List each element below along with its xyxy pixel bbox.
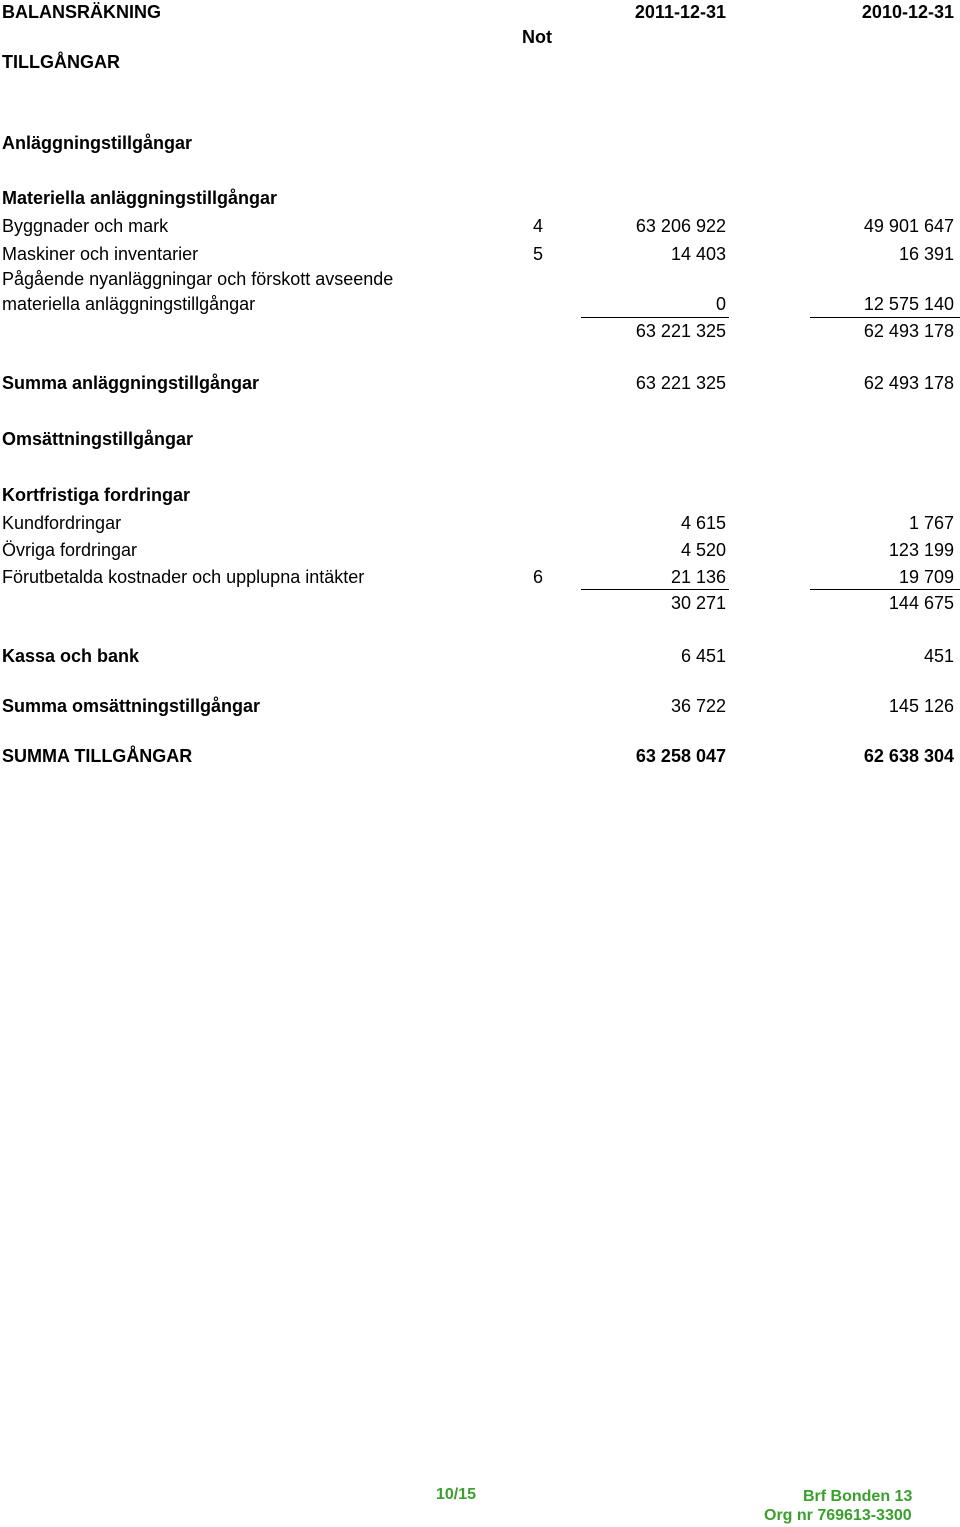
- page-number: 10/15: [436, 1486, 477, 1503]
- row-label-accounts-receivable: Kundfordringar: [2, 513, 122, 533]
- sum-value-2011-fixed-assets: 63 221 325: [635, 373, 726, 393]
- row-value-2010-other-receivables: 123 199: [888, 540, 954, 560]
- row-value-2011-accounts-receivable: 4 615: [680, 513, 726, 533]
- row-value-2010-machinery: 16 391: [898, 244, 954, 264]
- row-value-2011-cash-and-bank: 6 451: [680, 646, 726, 666]
- subtotal-value-2010-receivables: 144 675: [888, 593, 954, 613]
- row-note-prepaid-expenses: 6: [533, 567, 544, 587]
- row-label-prepaid-expenses: Förutbetalda kostnader och upplupna intäkter: [2, 567, 365, 587]
- row-value-2010-prepaid-expenses: 19 709: [898, 567, 954, 587]
- subheading-short-term-receivables: Kortfristiga fordringar: [2, 485, 191, 505]
- row-label-construction-in-progress-line2: materiella anläggningstillgångar: [2, 294, 256, 314]
- sum-label-current-assets: Summa omsättningstillgångar: [2, 696, 261, 716]
- row-label-machinery: Maskiner och inventarier: [2, 244, 199, 264]
- subtotal-rule-2011: [581, 317, 729, 318]
- row-label-construction-in-progress: Pågående nyanläggningar och förskott avseende: [2, 269, 394, 289]
- subtotal-rule-receivables-2011: [581, 589, 729, 590]
- column-header-2010: 2010-12-31: [861, 2, 954, 22]
- sum-value-2010-current-assets: 145 126: [888, 696, 954, 716]
- row-value-2010-construction-in-progress: 12 575 140: [863, 294, 954, 314]
- subtotal-value-2011-tangible: 63 221 325: [635, 321, 726, 341]
- row-label-cash-and-bank: Kassa och bank: [2, 646, 140, 666]
- row-value-2011-buildings: 63 206 922: [635, 216, 726, 236]
- footer-org-name: Brf Bonden 13: [803, 1488, 913, 1505]
- sum-value-2011-current-assets: 36 722: [670, 696, 726, 716]
- row-value-2010-accounts-receivable: 1 767: [908, 513, 954, 533]
- sum-value-2010-fixed-assets: 62 493 178: [863, 373, 954, 393]
- sum-label-fixed-assets: Summa anläggningstillgångar: [2, 373, 260, 393]
- section-title-assets: TILLGÅNGAR: [2, 52, 120, 72]
- subtotal-value-2011-receivables: 30 271: [670, 593, 726, 613]
- subtotal-rule-2010: [810, 317, 960, 318]
- row-label-buildings: Byggnader och mark: [2, 216, 169, 236]
- subtotal-rule-receivables-2010: [810, 589, 960, 590]
- heading-current-assets: Omsättningstillgångar: [2, 429, 194, 449]
- row-label-other-receivables: Övriga fordringar: [2, 540, 138, 560]
- subheading-tangible-fixed-assets: Materiella anläggningstillgångar: [2, 188, 278, 208]
- row-value-2011-prepaid-expenses: 21 136: [670, 567, 726, 587]
- footer-org-number: Org nr 769613-3300: [764, 1507, 912, 1524]
- report-title: BALANSRÄKNING: [2, 2, 161, 22]
- row-value-2011-other-receivables: 4 520: [680, 540, 726, 560]
- total-value-2011-assets: 63 258 047: [635, 746, 726, 766]
- column-header-note: Not: [522, 27, 552, 47]
- subtotal-value-2010-tangible: 62 493 178: [863, 321, 954, 341]
- row-value-2010-buildings: 49 901 647: [863, 216, 954, 236]
- row-note-buildings: 4: [533, 216, 544, 236]
- column-header-2011: 2011-12-31: [634, 2, 726, 22]
- row-value-2010-cash-and-bank: 451: [923, 646, 954, 666]
- total-label-assets: SUMMA TILLGÅNGAR: [2, 746, 193, 766]
- row-note-machinery: 5: [533, 244, 544, 264]
- row-value-2011-construction-in-progress: 0: [715, 294, 726, 314]
- heading-fixed-assets: Anläggningstillgångar: [2, 133, 193, 153]
- total-value-2010-assets: 62 638 304: [863, 746, 954, 766]
- row-value-2011-machinery: 14 403: [670, 244, 726, 264]
